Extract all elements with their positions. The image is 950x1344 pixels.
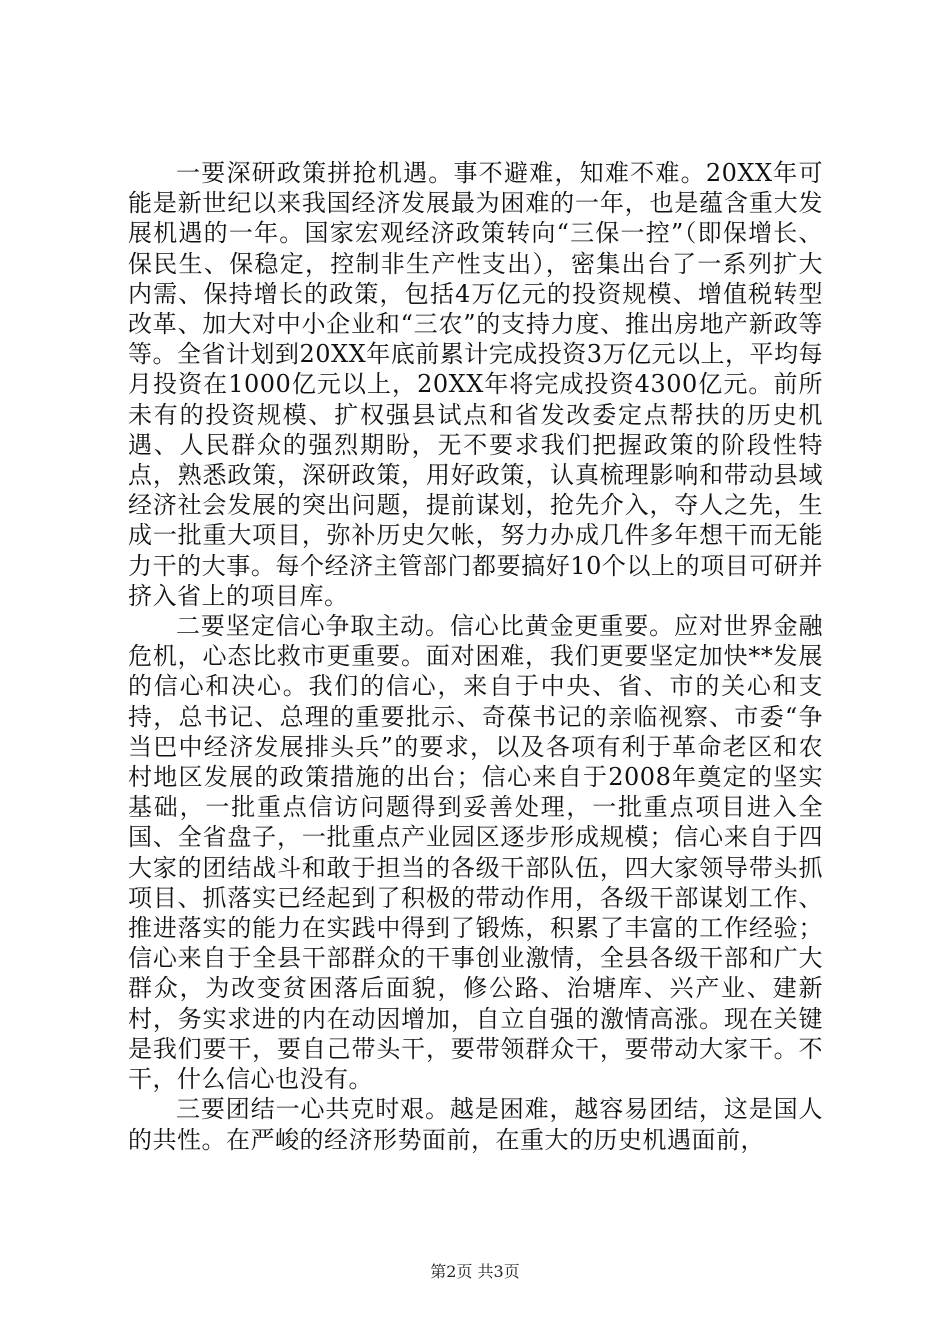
paragraph-1: 一要深研政策拼抢机遇。事不避难，知难不难。20XX年可能是新世纪以来我国经济发展最为困难的一年，也是蕴含重大发展机遇的一年。国家宏观经济政策转向“三保一控”（即保增长、保民生、保稳定，控制非生产性支出），密集出台了一系列扩大内需、保持增长的政策，包括4万亿元的投资规模、增值税转型改革、加大对中小企业和“三农”的支持力度、推出房地产新政等等。全省计划到20XX年底前累计完成投资3万亿元以上，平均每月投资在1000亿元以上，20XX年将完成投资4300亿元。前所未有的投资规模、扩权强县试点和省发改委定点帮扶的历史机遇、人民群众的强烈期盼，无不要求我们把握政策的阶段性特点，熟悉政策，深研政策，用好政策，认真梳理影响和带动县域经济社会发展的突出问题，提前谋划，抢先介入，夺人之先，生成一批重大项目，弥补历史欠帐，努力办成几件多年想干而无能力干的大事。每个经济主管部门都要搞好10个以上的项目可研并挤入省上的项目库。 (128, 159, 823, 610)
page-number: 第2页 共3页 (430, 1262, 520, 1281)
paragraph-2: 二要坚定信心争取主动。信心比黄金更重要。应对世界金融危机，心态比救市更重要。面对困难，我们更要坚定加快**发展的信心和决心。我们的信心，来自于中央、省、市的关心和支持，总书记、总理的重要批示、奇葆书记的亲临视察、市委“争当巴中经济发展排头兵”的要求，以及各项有利于革命老区和农村地区发展的政策措施的出台；信心来自于2008年奠定的坚实基础，一批重点信访问题得到妥善处理，一批重点项目进入全国、全省盘子，一批重点产业园区逐步形成规模；信心来自于四大家的团结战斗和敢于担当的各级干部队伍，四大家领导带头抓项目、抓落实已经起到了积极的带动作用，各级干部谋划工作、推进落实的能力在实践中得到了锻炼，积累了丰富的工作经验；信心来自于全县干部群众的干事创业激情，全县各级干部和广大群众，为改变贫困落后面貌，修公路、治塘库、兴产业、建新村，务实求进的内在动因增加，自立自强的激情高涨。现在关键是我们要干，要自己带头干，要带领群众干，要带动大家干。不干，什么信心也没有。 (128, 612, 823, 1094)
paragraph-3: 三要团结一心共克时艰。越是困难，越容易团结，这是国人的共性。在严峻的经济形势面前，在重大的历史机遇面前， (128, 1095, 823, 1154)
page-footer (0, 1262, 950, 1282)
document-body (128, 158, 823, 1155)
